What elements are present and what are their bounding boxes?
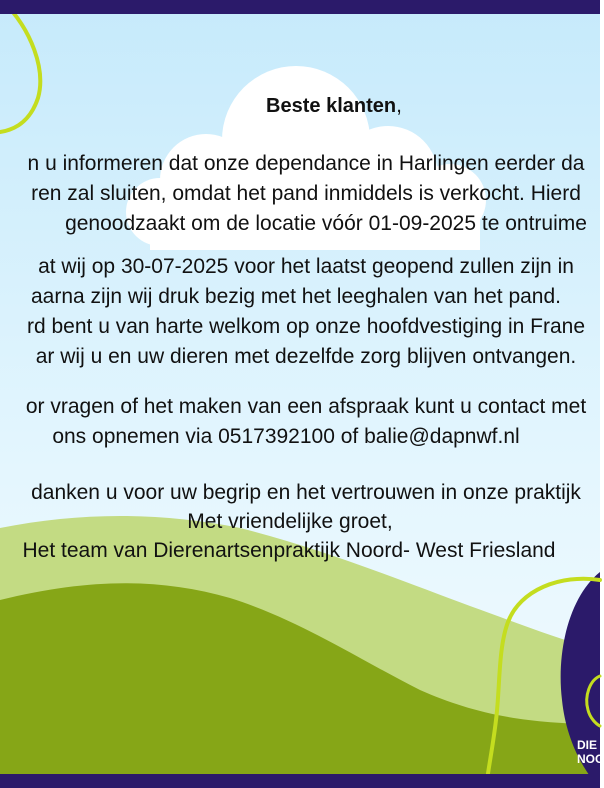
greeting [266,92,402,120]
logo-text-line-2: NOO [577,752,604,766]
paragraph-1-line-2: ren zal sluiten, omdat het pand inmiddels is verkocht. Hierd [31,182,581,205]
greeting-name: Beste klanten [266,95,397,117]
paragraph-3-line-1: or vragen of het maken van een afspraak kunt u contact met [25,395,587,418]
closing-greeting: Met vriendelijke groet, [187,510,393,533]
paragraph-1-line-3: genoodzaakt om de locatie vóór 01-09-2025 te ontruime [65,212,587,235]
paragraph-1-line-1: n u informeren dat onze dependance in Harlingen eerder da [27,152,585,175]
signature: Het team van Dierenartsenpraktijk Noord- West Friesland [22,539,556,562]
logo-text [577,738,604,766]
paragraph-2-line-1: at wij op 30-07-2025 voor het laatst geopend zullen zijn in [38,255,574,278]
paragraph-2-line-4: ar wij u en uw dieren met dezelfde zorg blijven ontvangen. [35,345,577,368]
paragraph-2-line-2: aarna zijn wij druk bezig met het leeghalen van het pand. [30,285,562,308]
greeting-punctuation: , [396,94,402,117]
contact-line: ons opnemen via 0517392100 of balie@dapnwf.nl [52,425,520,448]
paragraph-4-line-1: danken u voor uw begrip en het vertrouwen in onze praktijk [31,481,581,504]
logo-text-line-1: DIE [577,738,598,752]
paragraph-2-line-3: rd bent u van harte welkom op onze hoofdvestiging in Frane [26,315,586,338]
